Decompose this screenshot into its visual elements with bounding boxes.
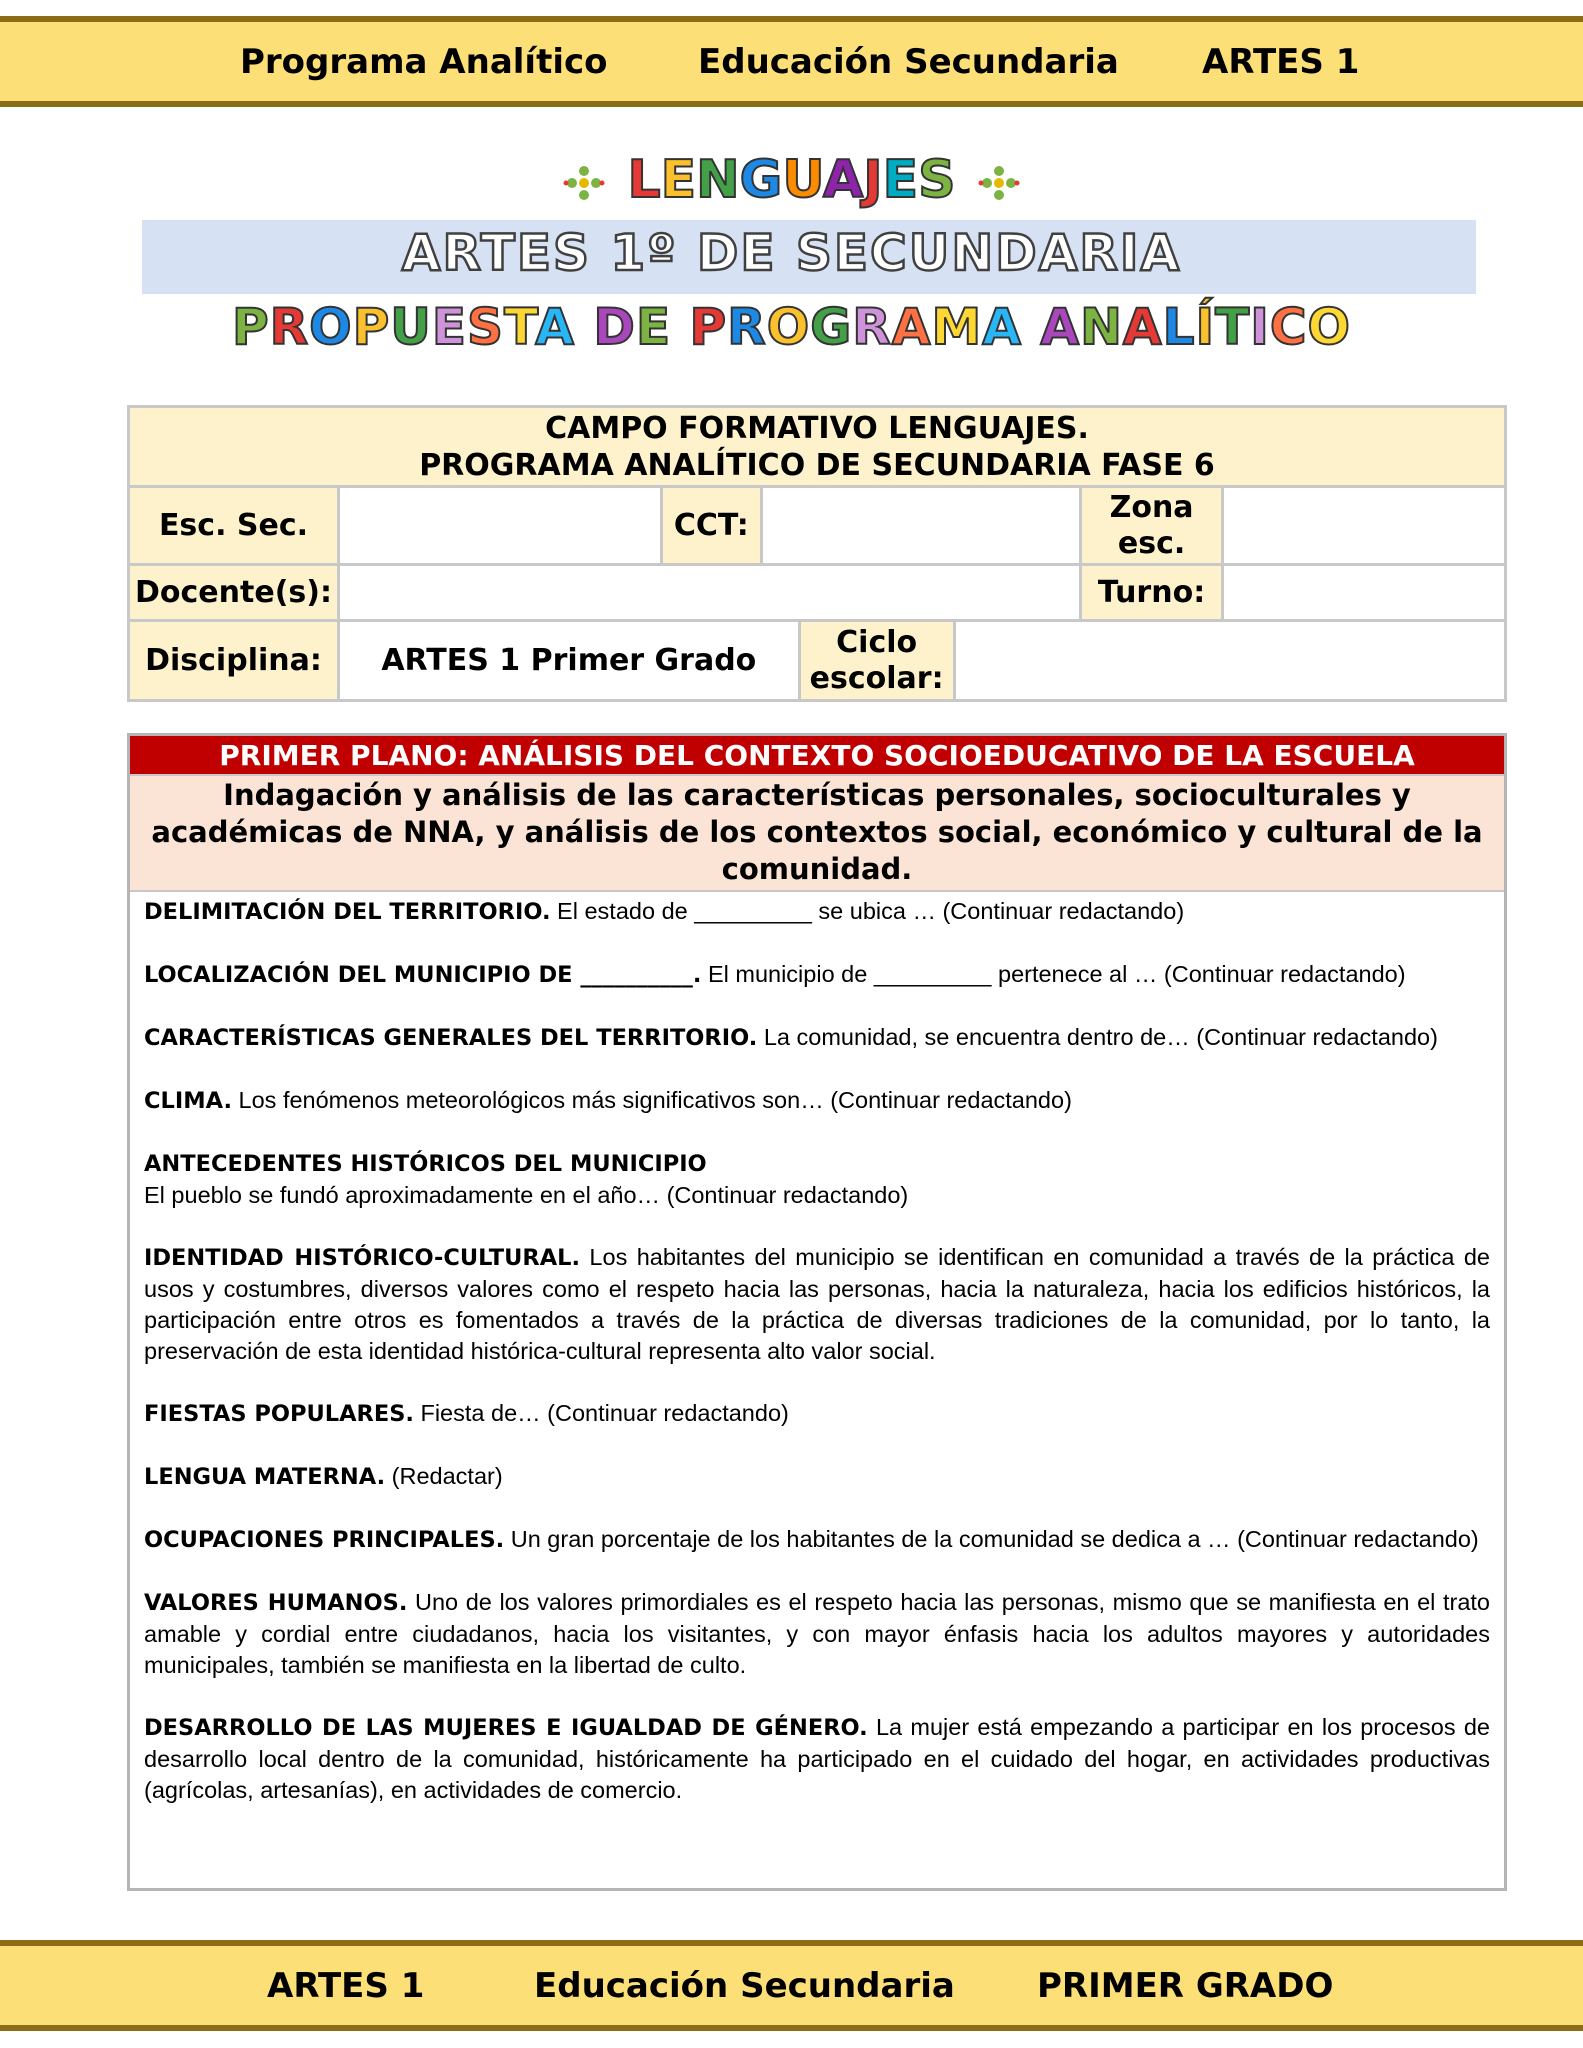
section-heading: DESARROLLO DE LAS MUJERES E IGUALDAD DE GÉNERO. bbox=[144, 1715, 868, 1741]
footer-right: PRIMER GRADO bbox=[1037, 1965, 1334, 2006]
info-heading-line1: CAMPO FORMATIVO LENGUAJES. bbox=[545, 410, 1089, 446]
section-heading: OCUPACIONES PRINCIPALES. bbox=[144, 1527, 505, 1553]
header-left: Programa Analítico bbox=[240, 41, 608, 82]
context-subtitle: Indagación y análisis de las características personales, socioculturales y académicas de NNA, y análisis de los contextos social, económico y cultural de la comunidad. bbox=[130, 776, 1504, 892]
propuesta-text: PROPUESTA DE PROGRAMA ANALÍTICO bbox=[231, 298, 1352, 356]
context-body bbox=[130, 892, 1504, 1806]
section-localizacion bbox=[144, 959, 1490, 991]
section-text: Los habitantes del municipio se identifican en comunidad a través de la práctica de usos y costumbres, diversos valores como el respeto hacia las personas, hacia la naturaleza, hacia los edificios históricos, la participación entre otros es fomentados a través de la práctica de diversas tradiciones de la comunidad, por lo tanto, la preservación de esta identidad histórica-cultural representa alto valor social. bbox=[144, 1244, 1491, 1364]
cct-field[interactable] bbox=[761, 487, 1080, 565]
section-delimitacion bbox=[144, 896, 1490, 928]
section-desarrollo bbox=[144, 1712, 1490, 1806]
header-band bbox=[0, 16, 1583, 107]
section-heading: LOCALIZACIÓN DEL MUNICIPIO DE __________. bbox=[144, 962, 702, 988]
context-section bbox=[127, 733, 1507, 1891]
turno-field[interactable] bbox=[1223, 565, 1506, 621]
section-heading: LENGUA MATERNA. bbox=[144, 1464, 386, 1490]
footer-left: ARTES 1 bbox=[267, 1965, 425, 2006]
section-antecedentes bbox=[144, 1148, 1490, 1211]
turno-label: Turno: bbox=[1081, 565, 1223, 621]
footer-center: Educación Secundaria bbox=[534, 1965, 955, 2006]
info-table bbox=[127, 405, 1507, 702]
section-text: El estado de _________ se ubica … (Continuar redactando) bbox=[550, 898, 1185, 924]
section-text: El pueblo se fundó aproximadamente en el año… (Continuar redactando) bbox=[144, 1182, 909, 1208]
flower-ornament-icon bbox=[978, 165, 1020, 201]
ciclo-field[interactable] bbox=[954, 621, 1505, 701]
section-heading: DELIMITACIÓN DEL TERRITORIO. bbox=[144, 899, 551, 925]
section-heading: CLIMA. bbox=[144, 1088, 232, 1114]
docente-label: Docente(s): bbox=[129, 565, 339, 621]
section-identidad bbox=[144, 1242, 1490, 1367]
section-caracteristicas bbox=[144, 1022, 1490, 1054]
zona-field[interactable] bbox=[1223, 487, 1506, 565]
context-title: PRIMER PLANO: ANÁLISIS DEL CONTEXTO SOCIOEDUCATIVO DE LA ESCUELA bbox=[130, 736, 1504, 776]
section-lengua bbox=[144, 1461, 1490, 1493]
flower-ornament-icon bbox=[563, 165, 605, 201]
ciclo-label: Ciclo escolar: bbox=[799, 621, 954, 701]
section-valores bbox=[144, 1587, 1490, 1681]
section-text: La mujer está empezando a participar en los procesos de desarrollo local dentro de la comunidad, históricamente ha participado en el cuidado del hogar, en actividades productivas (agrícolas, artesanías), en actividades de comercio. bbox=[144, 1714, 1490, 1803]
docente-field[interactable] bbox=[338, 565, 1080, 621]
section-heading: IDENTIDAD HISTÓRICO-CULTURAL. bbox=[144, 1245, 581, 1271]
section-clima bbox=[144, 1085, 1490, 1117]
section-text: El municipio de _________ pertenece al … (Continuar redactando) bbox=[701, 961, 1406, 987]
section-text: (Redactar) bbox=[385, 1463, 503, 1489]
section-text: Fiesta de… (Continuar redactando) bbox=[413, 1400, 789, 1426]
section-text: La comunidad, se encuentra dentro de… (Continuar redactando) bbox=[757, 1024, 1438, 1050]
section-heading: CARACTERÍSTICAS GENERALES DEL TERRITORIO. bbox=[144, 1025, 758, 1051]
section-text: Uno de los valores primordiales es el respeto hacia las personas, mismo que se manifiesta en el trato amable y cordial entre ciudadanos, hacia los visitantes, y con mayor énfasis hacia los adultos mayores y autoridades municipales, también se manifiesta en la libertad de culto. bbox=[144, 1589, 1491, 1678]
disciplina-value: ARTES 1 Primer Grado bbox=[338, 621, 799, 701]
section-ocupaciones bbox=[144, 1524, 1490, 1556]
esc-sec-label: Esc. Sec. bbox=[129, 487, 339, 565]
section-text: Los fenómenos meteorológicos más significativos son… (Continuar redactando) bbox=[232, 1087, 1072, 1113]
section-fiestas bbox=[144, 1398, 1490, 1430]
section-text: Un gran porcentaje de los habitantes de la comunidad se dedica a … (Continuar redactando) bbox=[504, 1526, 1479, 1552]
header-center: Educación Secundaria bbox=[698, 41, 1119, 82]
lenguajes-title bbox=[0, 150, 1583, 216]
cct-label: CCT: bbox=[661, 487, 761, 565]
disciplina-label: Disciplina: bbox=[129, 621, 339, 701]
propuesta-title bbox=[0, 298, 1583, 364]
footer-band bbox=[0, 1940, 1583, 2031]
info-heading bbox=[129, 407, 1506, 487]
lenguajes-text: LENGUAJES bbox=[627, 150, 956, 210]
artes-title: ARTES 1º DE SECUNDARIA bbox=[401, 224, 1182, 282]
section-heading: ANTECEDENTES HISTÓRICOS DEL MUNICIPIO bbox=[144, 1151, 707, 1177]
section-heading: FIESTAS POPULARES. bbox=[144, 1401, 414, 1427]
section-heading: VALORES HUMANOS. bbox=[144, 1590, 408, 1616]
header-right: ARTES 1 bbox=[1202, 41, 1360, 82]
zona-label: Zona esc. bbox=[1081, 487, 1223, 565]
info-heading-line2: PROGRAMA ANALÍTICO DE SECUNDARIA FASE 6 bbox=[419, 447, 1215, 483]
esc-sec-field[interactable] bbox=[338, 487, 661, 565]
